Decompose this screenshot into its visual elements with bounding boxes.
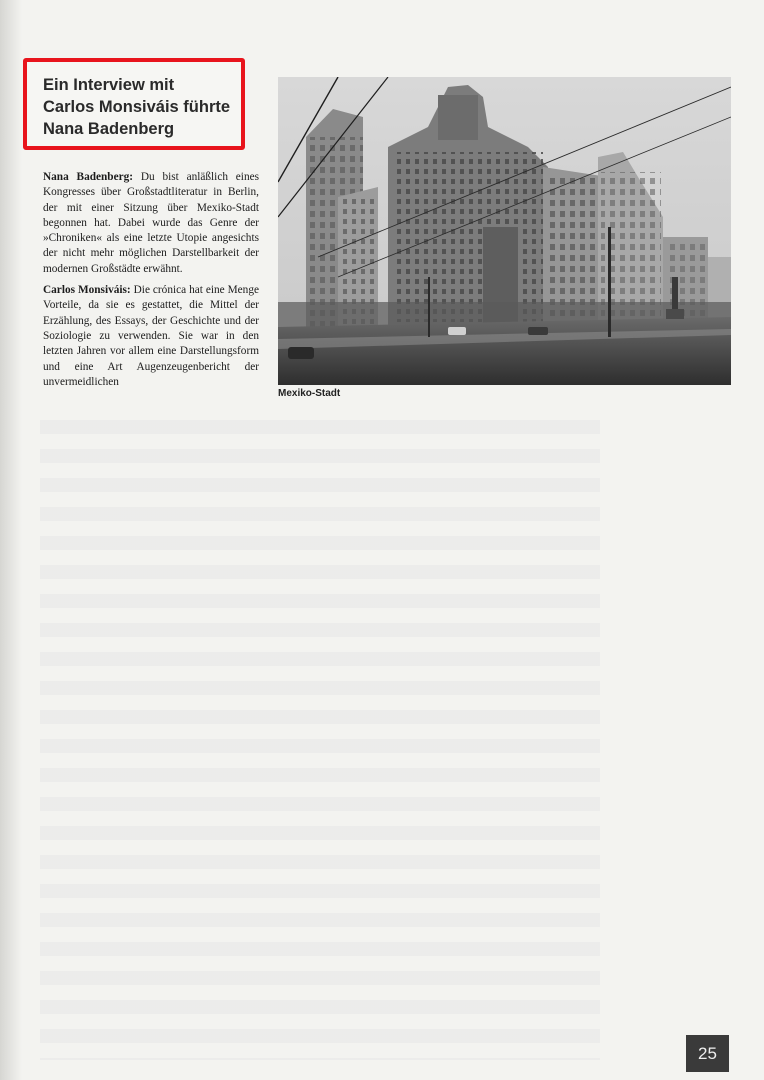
page-number: 25 — [698, 1044, 717, 1063]
photo-caption: Mexiko-Stadt — [278, 388, 341, 399]
show-through-background — [40, 420, 600, 1060]
article-title — [43, 74, 243, 140]
paragraph-text: Du bist anläßlich eines Kongresses über Großstadtliteratur in Berlin, der mit einer Sitzung über Mexiko-Stadt begonnen hat. Dabei wurde das Genre der »Chroniken« als eine letzte Utopie angesichts der nicht mehr möglichen Darstellbarkeit der modernen Großstädte erwähnt. — [43, 171, 260, 275]
paragraph-2 — [43, 283, 259, 390]
title-line-3: Nana Badenberg — [43, 120, 175, 138]
paragraph-text: Die crónica hat eine Menge Vorteile, da sie es gestattet, die Mittel der Erzählung, des Essays, der Geschichte und der Soziologie zu verwenden. Sie war in den letzten Jahren vor allem eine Darstellungsform und eine Art Augenzeugenbericht der unvermeidlichen — [43, 284, 259, 388]
paragraph-1 — [43, 170, 259, 277]
speaker-label: Carlos Monsiváis: — [43, 284, 131, 297]
title-line-1: Ein Interview mit — [43, 76, 175, 94]
speaker-label: Nana Badenberg: — [43, 171, 134, 183]
interview-column — [43, 170, 259, 396]
mexico-city-photo — [278, 77, 731, 385]
page-gutter-shadow — [0, 0, 22, 1080]
title-line-2: Carlos Monsiváis führte — [43, 98, 231, 116]
